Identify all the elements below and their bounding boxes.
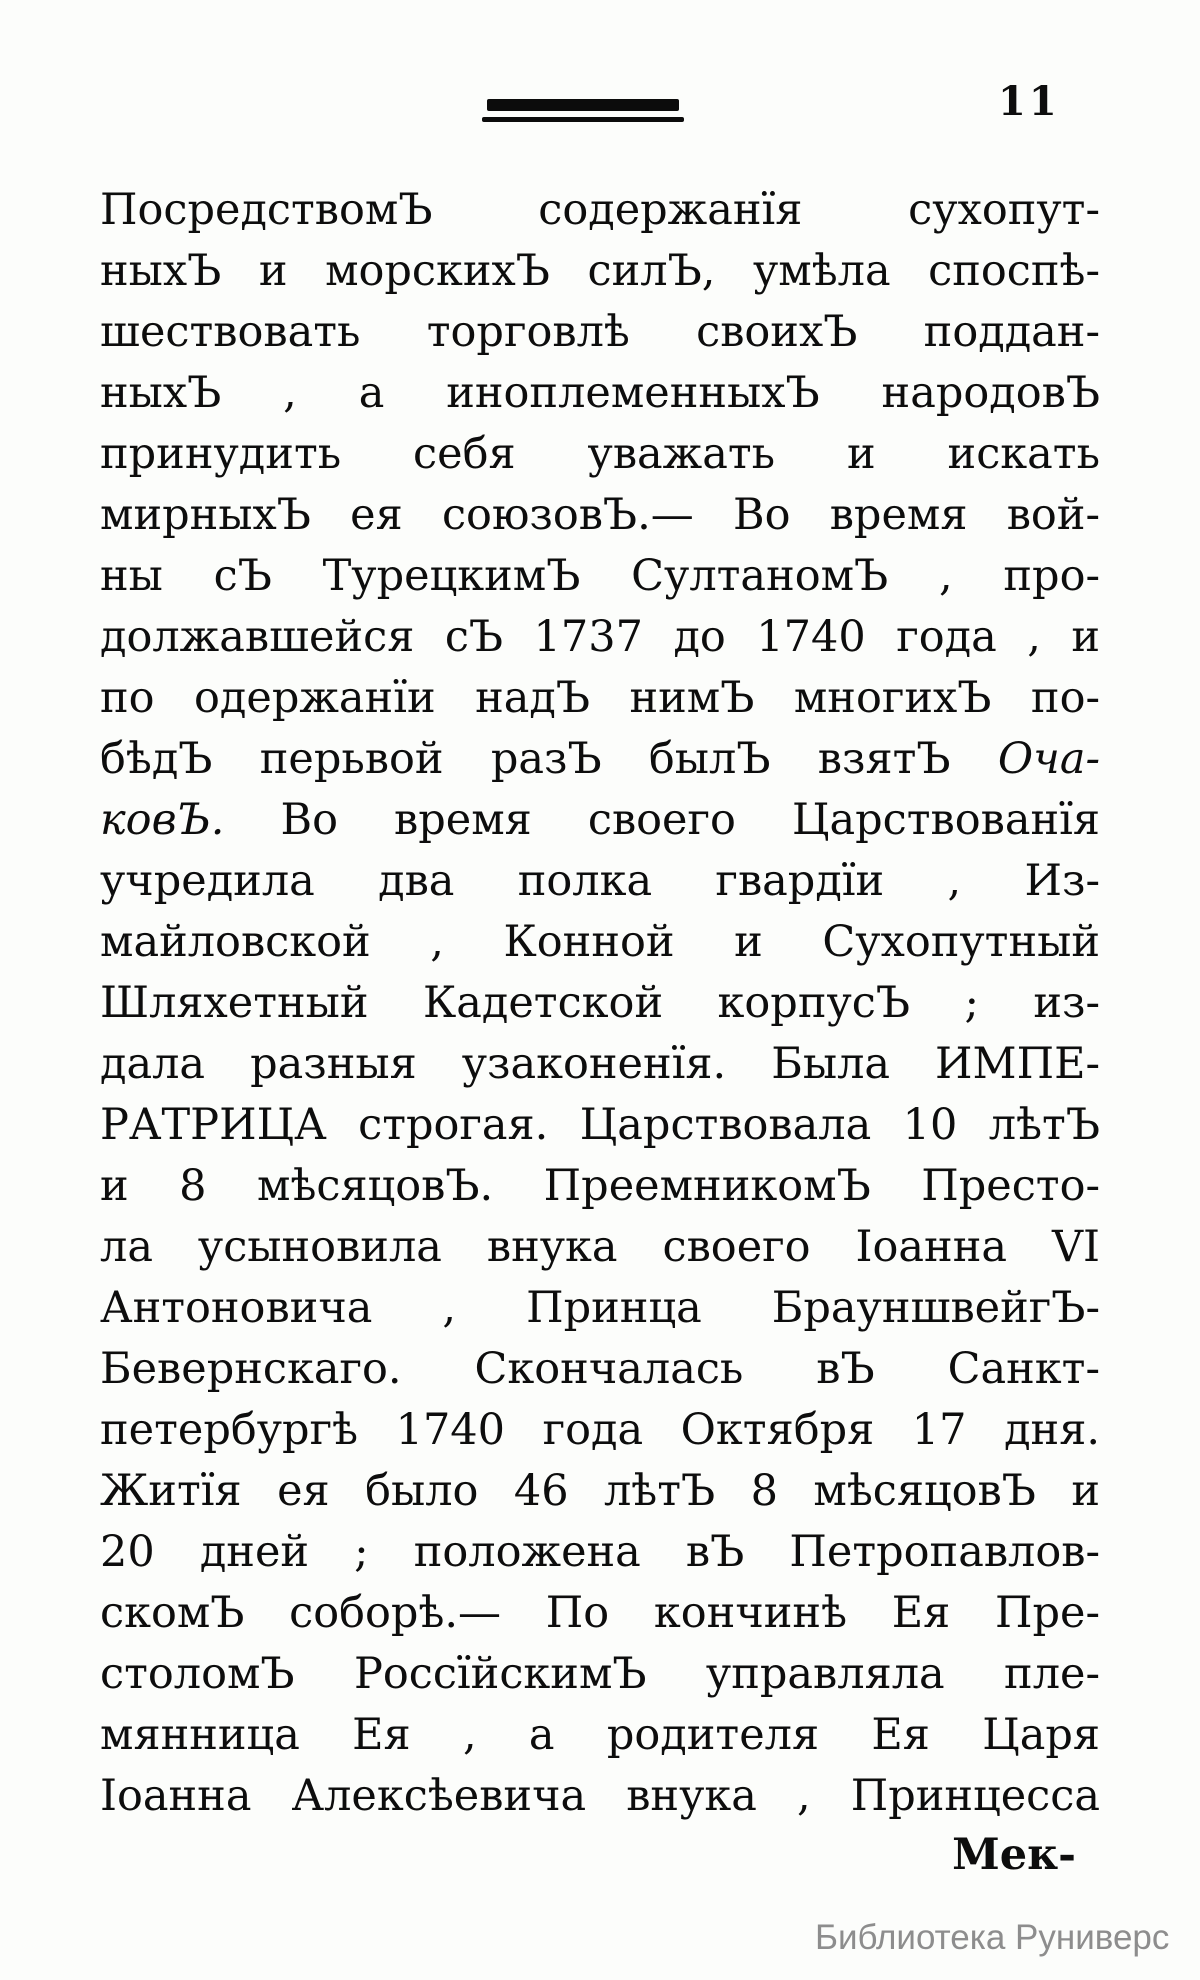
text-line	[100, 180, 1100, 241]
text-segment: ла усыновила внука своего Іоанна VI	[100, 1222, 1100, 1272]
page-number: 11	[998, 78, 1060, 125]
text-line	[100, 851, 1100, 912]
text-line	[100, 1644, 1100, 1705]
text-segment: мирныхЪ ея союзовЪ.— Во время вой-	[100, 490, 1100, 540]
text-line	[100, 363, 1100, 424]
text-line	[100, 1278, 1100, 1339]
text-segment: столомЪ РоссїйскимЪ управляла пле-	[100, 1649, 1100, 1699]
italic-word: Оча-	[997, 734, 1100, 784]
text-segment: Іоанна Алексѣевича внука , Принцесса	[100, 1771, 1100, 1821]
text-segment: Шляхетный Кадетской корпусЪ ; из-	[100, 978, 1100, 1028]
text-segment: учредила два полка гвардїи , Из-	[100, 856, 1100, 906]
watermark: Библиотека Руниверс	[815, 1918, 1170, 1957]
text-line	[100, 485, 1100, 546]
text-segment: 20 дней ; положена вЪ Петропавлов-	[100, 1527, 1100, 1577]
text-segment: шествовать торговлѣ своихЪ поддан-	[100, 307, 1100, 357]
text-segment: ПосредствомЪ содержанїя сухопут-	[100, 185, 1100, 235]
text-line	[100, 1766, 1100, 1827]
text-segment: ныхЪ , а иноплеменныхЪ народовЪ	[100, 368, 1100, 418]
text-line	[100, 1522, 1100, 1583]
text-segment: Житїя ея было 46 лѣтЪ 8 мѣсяцовЪ и	[100, 1466, 1100, 1516]
italic-word: ковЪ.	[100, 795, 225, 845]
body-text	[100, 180, 1100, 1827]
text-line	[100, 729, 1100, 790]
header-rule-bottom	[482, 117, 684, 122]
text-line	[100, 1217, 1100, 1278]
text-segment: петербургѣ 1740 года Октября 17 дня.	[100, 1405, 1100, 1455]
text-segment: майловской , Конной и Сухопутный	[100, 917, 1100, 967]
text-line	[100, 1339, 1100, 1400]
text-line	[100, 1400, 1100, 1461]
text-segment: РАТРИЦА строгая. Царствовала 10 лѣтЪ	[100, 1100, 1100, 1150]
text-line	[100, 973, 1100, 1034]
text-line	[100, 1461, 1100, 1522]
text-segment: Антоновича , Принца БрауншвейгЪ-	[100, 1283, 1100, 1333]
text-line	[100, 424, 1100, 485]
text-line	[100, 912, 1100, 973]
text-segment: по одержанїи надЪ нимЪ многихЪ по-	[100, 673, 1100, 723]
text-line	[100, 241, 1100, 302]
text-line	[100, 546, 1100, 607]
text-line	[100, 668, 1100, 729]
text-line	[100, 607, 1100, 668]
text-segment: скомЪ соборѣ.— По кончинѣ Ея Пре-	[100, 1588, 1100, 1638]
text-line	[100, 790, 1100, 851]
text-segment: мянница Ея , а родителя Ея Царя	[100, 1710, 1100, 1760]
text-line	[100, 1034, 1100, 1095]
text-line	[100, 1095, 1100, 1156]
text-segment: дала разныя узаконенїя. Была ИМПЕ-	[100, 1039, 1100, 1089]
catchword: Мек-	[952, 1830, 1076, 1880]
text-segment: Во время своего Царствованїя	[224, 795, 1100, 845]
header-ornament	[482, 99, 684, 122]
text-segment: бѣдЪ перьвой разЪ былЪ взятЪ	[100, 734, 998, 784]
text-line	[100, 302, 1100, 363]
text-segment: должавшейся сЪ 1737 до 1740 года , и	[100, 612, 1100, 662]
header-rule-top	[487, 99, 679, 111]
text-segment: ны сЪ ТурецкимЪ СултаномЪ , про-	[100, 551, 1100, 601]
text-segment: Бевернскаго. Скончалась вЪ Санкт-	[100, 1344, 1100, 1394]
text-segment: принудить себя уважать и искать	[100, 429, 1100, 479]
text-segment: и 8 мѣсяцовЪ. ПреемникомЪ Престо-	[100, 1161, 1100, 1211]
text-line	[100, 1583, 1100, 1644]
text-segment: ныхЪ и морскихЪ силЪ, умѣла споспѣ-	[100, 246, 1100, 296]
text-line	[100, 1705, 1100, 1766]
text-line	[100, 1156, 1100, 1217]
